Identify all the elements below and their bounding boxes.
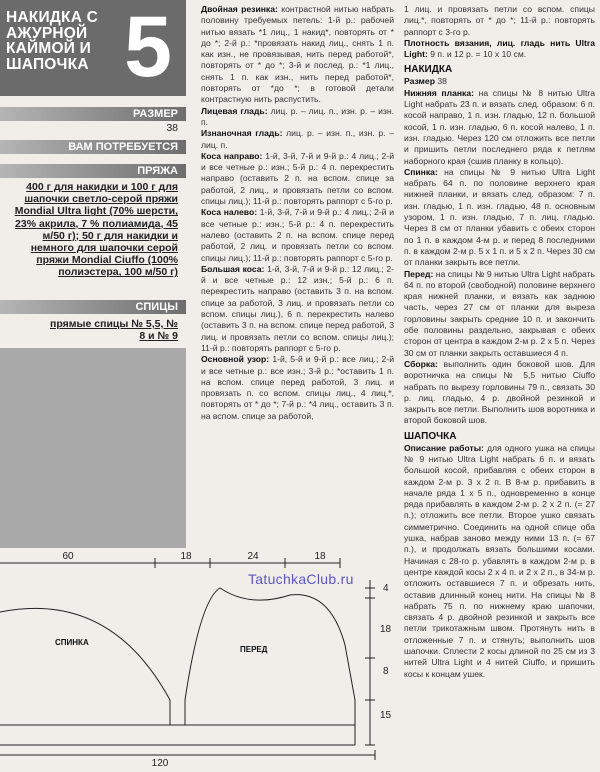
pattern-title: НАКИДКА С АЖУРНОЙ КАЙМОЙ И ШАПОЧКА	[6, 9, 98, 73]
column-2	[404, 4, 595, 680]
needles-bar	[0, 300, 186, 314]
paragraph: Коса налево: 1-й, 3-й, 7-й и 9-й р.: 4 лиц.; 2-й и все четные р.: изн.; 5-й р.: 4 п. перекрестить налево (оставить 2 п. на вспом. спице перед работой, 2 лиц. и провязать петли со вспом. спицы лиц.); 11-й р.: повторять раппорт с 5-го р.	[201, 207, 394, 263]
paragraph: 1 лиц. и провязать петли со вспом. спицы лиц.*, повторять от * до *; 11-й р.: повторять раппорт с 3-го р.	[404, 4, 595, 37]
section-heading: НАКИДКА	[404, 64, 453, 76]
front-label: ПЕРЕД	[240, 645, 268, 654]
dim-right-2: 18	[380, 624, 392, 635]
column-1	[201, 4, 394, 422]
pattern-number: 5	[124, 0, 172, 95]
dim-top-3: 24	[247, 551, 259, 562]
title-block	[0, 0, 186, 96]
paragraph: Лицевая гладь: лиц. р. – лиц. п., изн. р. – изн. п.	[201, 105, 394, 127]
paragraph: Плотность вязания, лиц. гладь нить Ultra Light: 9 п. и 12 р. = 10 x 10 см.	[404, 37, 595, 60]
paragraph: Нижняя планка: на спицы № 8 нитью Ultra Light набрать 23 п. и вязать след. образом: 6 п. косой направо, 1 п. изн. гладью, 12 п. большой косой, 1 п. изн. гладью, 6 п. косой налево, 1 п. изн. гладью. Через 120 см отложить все петли и пришить петли последнего ряда к петлям наборного края (сшив планку в кольцо).	[404, 87, 595, 166]
dim-right-3: 8	[383, 666, 389, 677]
sidebar	[0, 0, 186, 548]
paragraph: Размер 38	[404, 76, 447, 87]
paragraph: Изнаночная гладь: лиц. р. – изн. п., изн. р. – лиц. п.	[201, 128, 395, 150]
schematic-diagram	[0, 550, 400, 772]
dim-right-4: 15	[380, 710, 392, 721]
yarn-text: 400 г для накидки и 100 г для шапочки светло-серой пряжи Mondial Ultra light (70% шерсти, 23% акрила, 7 % полиамида, 45 м/50 г); 50 г для накидки и немного для шапочки серой пряжи Mondial Ciuffo (100% полиэстера, 100 м/50 г)	[14, 181, 178, 279]
dim-top-1: 60	[62, 551, 74, 562]
yarn-bar	[0, 164, 186, 178]
needles-label: СПИЦЫ	[135, 301, 178, 313]
paragraph: Двойная резинка: контрастной нитью набрать половину требуемых петель: 1-й р.: рабочей нитью вязать *1 лиц., 1 накид*, повторять от * до *; 2-й р.: *провязать накид лиц., снять 1 п. как изн., не провязывая, нить перед работой*, повторять от * до *; 3-й и послед. р.: *1 лиц., снять 1 п. как изн., нить перед работой*, повторять от *до *; в готовой детали контрастную нить распустить.	[201, 4, 394, 105]
needles-text: прямые спицы № 5,5, № 8 и № 9	[50, 318, 178, 343]
watermark: TatuchkaClub.ru	[248, 571, 354, 587]
paragraph: Описание работы: для одного ушка на спицы № 9 нитью Ultra Light набрать 6 п. и вязать большой косой, прибавляя с обеих сторон в каждом 2-м р. 3 x 2 п. В 8-м р. прибавить в начале ряда 1 x 5 п., одновременно в конце ряда прибавлять в каждом 2-м р. 2 x 2 п. (= 27 п.); отложить все петли. Второе ушко связать симметрично. Соединить на одной спице оба ушка, набрав заново между ними 13 п. (= 67 п.), и продолжать вязать большими косами. Начиная с 28-го р. убавлять в каждом 2-м р. в центре каждой косы 2 x 4 п. и 2 x 2 п., в 34-м р. отложить оставшиеся 7 п. и обрезать нить, оставив длинный конец нити. На спицы № 8 набрать 75 п. по нижнему краю шапочки, связать 4 р. двойной резинкой и закрыть все петли трикотажным швом. Протянуть нить в отложенные 7 п. и стянуть; выполнить шов шапочки. Сплести 2 косы длиной по 25 см из 3 нитей Ultra Light и 4 нитей Ciuffo, и пришить косы к концам ушек.	[404, 442, 595, 679]
paragraph: Сборка: выполнить один боковой шов. Для воротничка на спицы № 5,5 нитью Ciuffo набрать по вырезу горловины 79 п., связать 30 р. лиц. гладью, 4 р. двойной резинкой и закрыть все петли. Выполнить шов воротника и второй боковой шов.	[404, 358, 595, 426]
dim-bottom: 120	[151, 758, 169, 769]
sidebar-shade	[0, 348, 186, 548]
dim-top-2: 18	[180, 551, 192, 562]
paragraph: Большая коса: 1-й, 3-й, 7-й и 9-й р.: 12 лиц.; 2-й и все четные р.: 12 изн.; 5-й р.: 6 п. перекрестить направо (оставить 3 п. на вспом. спице за работой, 3 лиц. и провязать петли со вспом. спицы лиц.), 6 п. перекрестить налево (оставить 3 п. на вспом. спице перед работой, 3 лиц. и провязать петли со вспом. спицы лиц.); 11-й р.: повторять раппорт с 5-го р.	[201, 263, 394, 353]
size-value: 38	[166, 122, 178, 134]
paragraph: Спинка: на спицы № 9 нитью Ultra Light набрать 64 п. по половине верхнего края нижней планки, и вязать след. образом: 7 п. изн. гладью, 1 п. изн. гладью, 48 п. основным узором, 1 п. изн. гладью, 7 п. лиц. гладью. Через 8 см от планки убавить с обеих сторон по 1 п. в каждом 4-м р. и перед 8 последними п. в каждом 2-м р. 5 x 1 п. и 5 x 2 п. Через 30 см от планки закрыть все петли.	[404, 166, 595, 268]
back-label: СПИНКА	[55, 638, 89, 647]
needed-bar	[0, 140, 186, 154]
dim-top-4: 18	[314, 551, 326, 562]
paragraph: Перед: на спицы № 9 нитью Ultra Light набрать 64 п. по второй (свободной) половине верхнего края нижней планки, и вязать как заднюю часть, через 27 см от планки для выреза горловины закрыть средние 10 п. и закончить обе половины раздельно, закрывая с обеих сторон от центра в каждом 2-м р. 2 x 5 п. Через 30 см от планки закрыть оставшиеся 4 п.	[404, 268, 595, 358]
section-heading: ШАПОЧКА	[404, 430, 457, 442]
size-bar	[0, 107, 186, 121]
paragraph: Основной узор: 1-й, 5-й и 9-й р.: все лиц.; 2-й и все четные р.: все изн.; 3-й р.: *оставить 1 п. на вспом. спице перед работой, 3 лиц. и провязать п. со вспом. спицы лиц., 4 лиц.*, повторять от * до *; 7-й р.: *4 лиц., оставить 3 п. на вспом. спице за работой,	[201, 354, 394, 421]
paragraph: Коса направо: 1-й, 3-й, 7-й и 9-й р.: 4 лиц.; 2-й и все четные р.: изн.; 5-й р.: 4 п. перекрестить направо (оставить 2 п. на вспом. спице за работой, 2 лиц., и провязать петли со вспом. спицы лиц.); 11-й р.: повторять раппорт с 5-го р.	[201, 150, 394, 207]
size-label: РАЗМЕР	[132, 108, 178, 120]
needed-label: ВАМ ПОТРЕБУЕТСЯ	[68, 141, 178, 153]
yarn-label: ПРЯЖА	[137, 165, 178, 177]
dim-right-1: 4	[383, 583, 389, 594]
